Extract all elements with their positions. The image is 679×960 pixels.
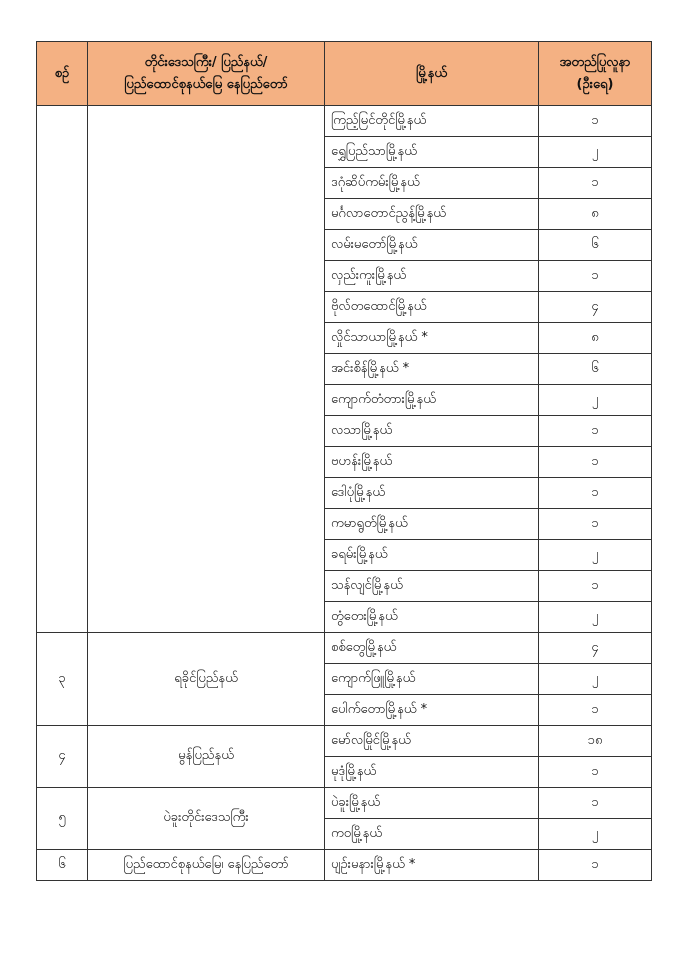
township-name: ခရမ်းမြို့နယ် [325,540,539,571]
header-row [37,42,652,106]
township-name: တွံတေးမြို့နယ် [325,602,539,633]
case-count: ၈ [539,323,652,354]
header-region [88,42,325,106]
township-name: ပျဉ်းမနားမြို့နယ် * [325,850,539,881]
region-name: ရခိုင်ပြည်နယ် [88,633,325,726]
township-name: ပေါက်တောမြို့နယ် * [325,695,539,726]
header-count [539,42,652,106]
township-name: ရွှေပြည်သာမြို့နယ် [325,137,539,168]
cases-table [36,41,652,881]
township-name: မုဒုံမြို့နယ် [325,757,539,788]
region-name: ပြည်ထောင်စုနယ်မြေ၊ နေပြည်တော် [88,850,325,881]
township-name: လှည်းကူးမြို့နယ် [325,261,539,292]
township-name: ကြည့်မြင်တိုင်မြို့နယ် [325,106,539,137]
table-row [37,850,652,881]
case-count: ၂ [539,540,652,571]
case-count: ၁ [539,788,652,819]
table-row [37,106,652,137]
case-count: ၁ [539,261,652,292]
township-name: လမ်းမတော်မြို့နယ် [325,230,539,261]
township-name: ဒေါပုံမြို့နယ် [325,478,539,509]
case-count: ၂ [539,819,652,850]
township-name: စစ်တွေမြို့နယ် [325,633,539,664]
township-name: လှိုင်သာယာမြို့နယ် * [325,323,539,354]
case-count: ၂ [539,385,652,416]
row-number: ၅ [37,788,88,850]
case-count: ၁ [539,571,652,602]
table-row [37,788,652,819]
region-name: ပဲခူးတိုင်းဒေသကြီး [88,788,325,850]
case-count: ၁ [539,478,652,509]
case-count: ၁ [539,695,652,726]
header-count-line2: (ဦးရေ) [576,76,614,92]
case-count: ၄ [539,292,652,323]
case-count: ၁ [539,850,652,881]
header-count-line1: အတည်ပြုလူနာ [559,54,631,70]
case-count: ၈ [539,199,652,230]
township-name: မင်္ဂလာတောင်ညွန့်မြို့နယ် [325,199,539,230]
township-name: လသာမြို့နယ် [325,416,539,447]
case-count: ၆ [539,230,652,261]
case-count: ၁ [539,757,652,788]
case-count: ၂ [539,602,652,633]
township-name: ကမာရွတ်မြို့နယ် [325,509,539,540]
row-number: ၆ [37,850,88,881]
township-name: ကဝမြို့နယ် [325,819,539,850]
case-count: ၁ [539,509,652,540]
case-count: ၁ [539,416,652,447]
township-name: ကျောက်ဖြူမြို့နယ် [325,664,539,695]
header-no: စဉ် [37,42,88,106]
row-number: ၄ [37,726,88,788]
township-name: သန်လျင်မြို့နယ် [325,571,539,602]
table-row [37,726,652,757]
row-number [37,106,88,633]
row-number: ၃ [37,633,88,726]
case-count: ၄ [539,633,652,664]
township-name: ဗဟန်းမြို့နယ် [325,447,539,478]
table-row [37,633,652,664]
township-name: မော်လမြိုင်မြို့နယ် [325,726,539,757]
township-name: ဒဂုံဆိပ်ကမ်းမြို့နယ် [325,168,539,199]
township-name: ဗိုလ်တထောင်မြို့နယ် [325,292,539,323]
case-count: ၁ [539,106,652,137]
township-name: ကျောက်တံတားမြို့နယ် [325,385,539,416]
township-name: အင်းစိန်မြို့နယ် * [325,354,539,385]
case-count: ၂ [539,137,652,168]
case-count: ၆ [539,354,652,385]
table-body [37,106,652,881]
header-township: မြို့နယ် [325,42,539,106]
region-name: မွန်ပြည်နယ် [88,726,325,788]
township-name: ပဲခူးမြို့နယ် [325,788,539,819]
header-region-line1: တိုင်းဒေသကြီး/ ပြည်နယ်/ [144,54,268,70]
case-count: ၁၈ [539,726,652,757]
case-count: ၂ [539,664,652,695]
region-name [88,106,325,633]
case-count: ၁ [539,168,652,199]
header-region-line2: ပြည်ထောင်စုနယ်မြေ နေပြည်တော် [124,76,288,92]
case-count: ၁ [539,447,652,478]
